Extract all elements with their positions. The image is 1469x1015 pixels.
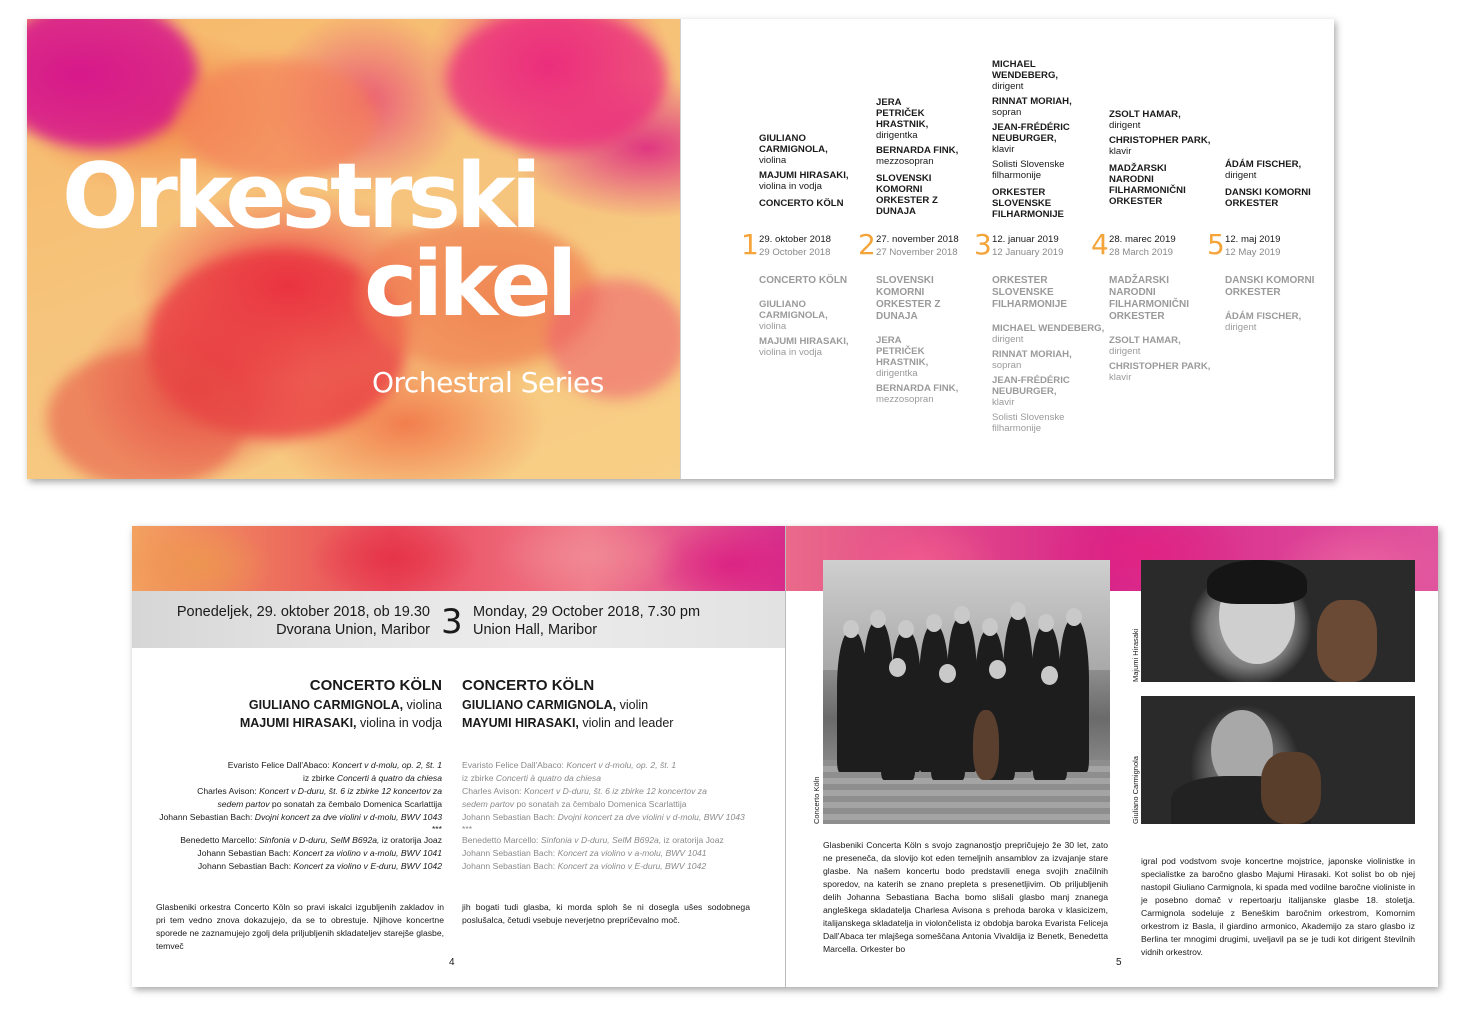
concert-number: 4 bbox=[1091, 228, 1109, 261]
performers-sl: CONCERTO KÖLN GIULIANO CARMIGNOLA, violina MAJUMI HIRASAKI, violina in vodja bbox=[239, 677, 442, 730]
violin-shape bbox=[1261, 752, 1321, 824]
ink-cloud-decoration bbox=[47, 349, 247, 479]
concert-number: 1 bbox=[741, 228, 759, 261]
concert-dates: 29. oktober 2018 29 October 2018 bbox=[759, 234, 832, 258]
artist-entry: BERNARDA FINK, mezzosopran bbox=[876, 145, 959, 167]
concert-dates: 12. januar 2019 12 January 2019 bbox=[992, 234, 1064, 258]
concert-details-grey: DANSKI KOMORNI ORKESTER ÁDÁM FISCHER, dirigent bbox=[1225, 275, 1315, 333]
program-separator: *** bbox=[431, 824, 442, 834]
ensemble-entry: SLOVENSKI KOMORNI ORKESTER Z DUNAJA bbox=[876, 173, 938, 217]
page-number: 5 bbox=[1116, 957, 1122, 968]
event-number: 3 bbox=[441, 602, 463, 642]
event-info-sl: Ponedeljek, 29. oktober 2018, ob 19.30 Dvorana Union, Maribor bbox=[176, 604, 430, 638]
cover-title bbox=[62, 144, 573, 337]
ink-cloud-decoration bbox=[447, 19, 667, 149]
body-text: igral pod vodstvom svoje koncertne mojstrice, japonske violinistke in specialistke za baročno glasbo Majumi Hirasaki. Kot solist bo ob njej nastopil Giuliano Carmignola, ki spada med vodilne baročne violiniste in je posebno domač v repertoarju italijanske glasbe 18. stoletja. Carmignola sodeluje z Beneškim baročnim orkestrom, Komornim orkestrom iz Basla, il giardino armonico, Akademijo za staro glasbo iz Berlina ter mnogimi drugimi, uveljavil pa se je tudi kot dirigent številnih vidnih orkestrov. bbox=[1141, 856, 1415, 957]
cover-title-line1: Orkestrski bbox=[62, 144, 537, 249]
photo-credit: Giuliano Carmignola bbox=[1131, 756, 1140, 824]
body-text: jih bogati tudi glasba, ki morda sploh še ni dosegla ušes sodobnega poslušalca, četudi vsebuje neverjetno prepričevalno moč. bbox=[462, 902, 750, 925]
concert-number: 5 bbox=[1207, 228, 1225, 261]
flower-banner bbox=[132, 526, 785, 591]
program-works-grey: Evaristo Felice Dall'Abaco: Koncert v d-molu, op. 2, št. 1 iz zbirke Concerti à quatro da chiesa Charles Avison: Koncert v D-duru, št. 6 iz zbirke 12 koncertov za sedem partov po sonatah za čembalo Domenica Scarlattija Johann Sebastian Bach: Dvojni koncert za dve violini v d-molu, BWV 1043 *** Benedetto Marcello: Sinfonia v D-duru, SelM B692a, iz oratorija Joaz Johann Sebastian Bach: Koncert za violino v a-molu, BWV 1041 Johann Sebastian Bach: Koncert za violino v E-duru, BWV 1042 bbox=[462, 760, 745, 871]
artist-entry: ZSOLT HAMAR, dirigent bbox=[1109, 109, 1181, 131]
ink-cloud-decoration bbox=[27, 19, 197, 149]
concert-dates: 28. marec 2019 28 March 2019 bbox=[1109, 234, 1176, 258]
artist-entry: MAJUMI HIRASAKI, violina in vodja bbox=[759, 170, 849, 192]
photo-credit: Concerto Köln bbox=[812, 776, 821, 824]
concert-number: 2 bbox=[858, 228, 876, 261]
concert-dates: 27. november 2018 27 November 2018 bbox=[876, 234, 959, 258]
concert-details-grey: ORKESTER SLOVENSKE FILHARMONIJE MICHAEL WENDEBERG, dirigent RINNAT MORIAH, sopran JEAN-FRÉDÉRIC NEUBURGER, klavir Solisti Slovenske filharmonije bbox=[992, 275, 1105, 434]
artist-entry: Solisti Slovenske filharmonije bbox=[992, 159, 1065, 181]
page-4 bbox=[132, 526, 785, 987]
artist-entry: JEAN-FRÉDÉRIC NEUBURGER, klavir bbox=[992, 122, 1070, 155]
artist-entry: ÁDÁM FISCHER, dirigent bbox=[1225, 159, 1302, 181]
portrait-photo bbox=[1141, 696, 1415, 824]
concert-artists bbox=[759, 129, 869, 225]
brochure-cover-spread bbox=[27, 19, 1334, 479]
concert-artists bbox=[1109, 105, 1219, 225]
brochure-inner-spread bbox=[132, 526, 1438, 987]
ensemble-entry: CONCERTO KÖLN bbox=[759, 198, 844, 209]
artist-entry: GIULIANO CARMIGNOLA, violina bbox=[759, 133, 828, 166]
double-bass-shape bbox=[973, 710, 999, 780]
concert-details-grey: MADŽARSKI NARODNI FILHARMONIČNI ORKESTER ZSOLT HAMAR, dirigent CHRISTOPHER PARK, klavir bbox=[1109, 275, 1211, 383]
concert-artists bbox=[992, 55, 1102, 225]
program-works: Evaristo Felice Dall'Abaco: Koncert v d-molu, op. 2, št. 1 iz zbirke Concerti à quatro da chiesa Charles Avison: Koncert v D-duru, št. 6 iz zbirke 12 koncertov za sedem partov po sonatah za čembalo Domenica Scarlattija Johann Sebastian Bach: Dvojni koncert za dve violini v d-molu, BWV 1043 *** Benedetto Marcello: Sinfonia v D-duru, SelM B692a, iz oratorija Joaz Johann Sebastian Bach: Koncert za violino v a-molu, BWV 1041 Johann Sebastian Bach: Koncert za violino v E-duru, BWV 1042 bbox=[159, 760, 442, 871]
body-text: Glasbeniki orkestra Concerto Köln so pravi iskalci izgubljenih zakladov in pri tem vedno znova dokazujejo, da se to obrestuje. Njihove koncertne sporede ne zaznamujejo zgolj dela priljubljenih skladateljev starejše glasbe, temveč bbox=[156, 902, 444, 951]
photo-credit: Majumi Hirasaki bbox=[1131, 628, 1140, 682]
violin-shape bbox=[1317, 600, 1377, 682]
artist-entry: JERA PETRIČEK HRASTNIK, dirigentka bbox=[876, 97, 929, 141]
artist-entry: CHRISTOPHER PARK, klavir bbox=[1109, 135, 1211, 157]
ensemble-photo bbox=[823, 560, 1110, 824]
concert-artists bbox=[1225, 155, 1334, 225]
concert-details-grey: SLOVENSKI KOMORNI ORKESTER Z DUNAJA JERA PETRIČEK HRASTNIK, dirigentka BERNARDA FINK, mezzosopran bbox=[876, 275, 959, 405]
concert-artists bbox=[876, 93, 986, 225]
cover-title-line2: cikel bbox=[364, 232, 573, 337]
concert-dates: 12. maj 2019 12 May 2019 bbox=[1225, 234, 1281, 258]
concert-schedule bbox=[680, 19, 1334, 479]
page-number: 4 bbox=[449, 957, 455, 968]
ensemble-entry: DANSKI KOMORNI ORKESTER bbox=[1225, 187, 1311, 209]
artist-entry: MICHAEL WENDEBERG, dirigent bbox=[992, 59, 1059, 92]
artist-entry: RINNAT MORIAH, sopran bbox=[992, 96, 1072, 118]
performers-en: CONCERTO KÖLN GIULIANO CARMIGNOLA, violin MAYUMI HIRASAKI, violin and leader bbox=[462, 677, 674, 730]
body-text: Glasbeniki Concerta Köln s svojo zagnanostjo prepričujejo že 30 let, zato ne preseneča, da slovijo kot eden temeljnih ansamblov za izvajanje stare glasbe. Na našem koncertu bodo predstavili enega svojih značilnih sporedov, na katerih se znano prepleta s presenetljivim. Ob priljubljenih delih Johanna Sebastiana Bacha bomo slišali glasbo manj znanega angleškega skladatelja Charlesa Avisona s prehoda baroka v klasicizem, italijanskega skladatelja in violončelista iz obdobja baroka Evarista Feliceja Dall'Abaca ter mlajšega someščana Antonia Vivaldija iz Benetk, Benedetta Marcella. Orkester bo bbox=[823, 840, 1108, 954]
ensemble-entry: MADŽARSKI NARODNI FILHARMONIČNI ORKESTER bbox=[1109, 163, 1186, 207]
concert-details-grey: CONCERTO KÖLN GIULIANO CARMIGNOLA, violina MAJUMI HIRASAKI, violina in vodja bbox=[759, 275, 849, 358]
ensemble-entry: ORKESTER SLOVENSKE FILHARMONIJE bbox=[992, 187, 1064, 220]
page-5 bbox=[785, 526, 1438, 987]
event-info-en: Monday, 29 October 2018, 7.30 pm Union Hall, Maribor bbox=[473, 604, 701, 638]
portrait-photo bbox=[1141, 560, 1415, 682]
concert-number: 3 bbox=[974, 228, 992, 261]
program-separator: *** bbox=[462, 824, 473, 834]
cover-subtitle: Orchestral Series bbox=[372, 366, 604, 399]
cover-page bbox=[27, 19, 680, 479]
